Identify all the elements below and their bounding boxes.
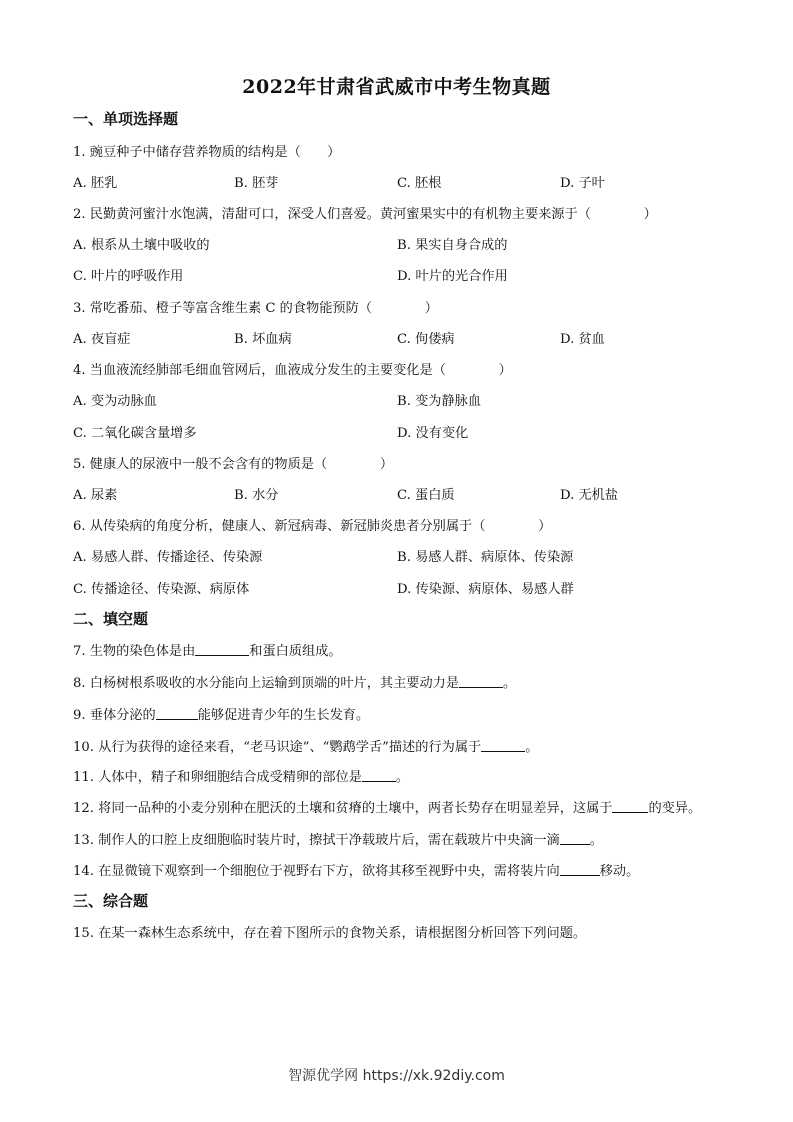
- question-1-option-b: B. 胚芽: [234, 176, 279, 191]
- question-11: [73, 766, 409, 785]
- question-2-option-c: C. 叶片的呼吸作用: [73, 269, 184, 284]
- question-5-option-c: C. 蛋白质: [397, 488, 455, 503]
- question-2-option-b: B. 果实自身合成的: [397, 238, 508, 253]
- question-8-answer-blank[interactable]: [459, 675, 503, 688]
- question-10: [73, 736, 538, 755]
- page-footer-watermark: 智源优学网 https://xk.92diy.com: [288, 1068, 505, 1084]
- question-13: [73, 829, 603, 848]
- question-13-text-before: 13. 制作人的口腔上皮细胞临时装片时，擦拭干净载玻片后，需在载玻片中央滴一滴: [73, 833, 560, 848]
- question-6-stem: 6. 从传染病的角度分析，健康人、新冠病毒、新冠肺炎患者分别属于（ ）: [73, 519, 552, 534]
- question-8-text-before: 8. 白杨树根系吸收的水分能向上运输到顶端的叶片，其主要动力是: [73, 676, 460, 691]
- question-10-text-before: 10. 从行为获得的途径来看，“老马识途”、“鹦鹉学舌”描述的行为属于: [73, 740, 482, 755]
- question-1-stem: 1. 豌豆种子中储存营养物质的结构是（ ）: [73, 145, 341, 160]
- question-14-answer-blank[interactable]: [560, 863, 600, 876]
- question-12-text-after: 的变异。: [648, 801, 702, 816]
- question-7-text-before: 7. 生物的染色体是由: [73, 644, 196, 659]
- question-5-option-b: B. 水分: [234, 488, 279, 503]
- question-7: [73, 640, 342, 659]
- question-12: [73, 797, 701, 816]
- question-5-option-d: D. 无机盐: [560, 488, 619, 503]
- question-4-option-a: A. 变为动脉血: [73, 394, 157, 409]
- question-1-option-d: D. 子叶: [560, 176, 605, 191]
- question-13-text-after: 。: [589, 833, 603, 848]
- question-6-option-c: C. 传播途径、传染源、病原体: [73, 582, 250, 597]
- question-15-stem: 15. 在某一森林生态系统中，存在着下图所示的食物关系，请根据图分析回答下列问题。: [73, 926, 587, 941]
- question-9-text-after: 能够促进青少年的生长发育。: [197, 708, 370, 723]
- section-heading-choice: 一、单项选择题: [73, 110, 179, 128]
- page-title: 2022年甘肃省武威市中考生物真题: [242, 76, 551, 98]
- question-3-option-d: D. 贫血: [560, 332, 605, 347]
- question-9: [73, 704, 369, 723]
- question-14-text-after: 移动。: [599, 864, 640, 879]
- question-4-stem: 4. 当血液流经肺部毛细血管网后，血液成分发生的主要变化是（ ）: [73, 363, 512, 378]
- question-1-option-a: A. 胚乳: [73, 176, 118, 191]
- question-6-option-a: A. 易感人群、传播途径、传染源: [73, 550, 263, 565]
- question-13-answer-blank[interactable]: [560, 832, 590, 845]
- question-11-text-before: 11. 人体中，精子和卵细胞结合成受精卵的部位是: [73, 770, 362, 785]
- question-1-option-c: C. 胚根: [397, 176, 442, 191]
- question-8-text-after: 。: [503, 676, 517, 691]
- section-heading-comprehensive: 三、综合题: [73, 892, 149, 910]
- question-12-text-before: 12. 将同一品种的小麦分别种在肥沃的土壤和贫瘠的土壤中，两者长势存在明显差异，这属于: [73, 801, 613, 816]
- question-10-answer-blank[interactable]: [481, 739, 525, 752]
- question-14-text-before: 14. 在显微镜下观察到一个细胞位于视野右下方，欲将其移至视野中央，需将装片向: [73, 864, 560, 879]
- question-7-text-after: 和蛋白质组成。: [249, 644, 342, 659]
- question-6-option-b: B. 易感人群、病原体、传染源: [397, 550, 574, 565]
- question-6-option-d: D. 传染源、病原体、易感人群: [397, 582, 574, 597]
- question-11-answer-blank[interactable]: [362, 769, 396, 782]
- question-9-answer-blank[interactable]: [156, 707, 198, 720]
- question-11-text-after: 。: [395, 770, 410, 785]
- question-2-stem: 2. 民勤黄河蜜汁水饱满，清甜可口，深受人们喜爱。黄河蜜果实中的有机物主要来源于（ ）: [73, 207, 657, 222]
- question-10-text-after: 。: [525, 740, 539, 755]
- question-3-option-c: C. 佝偻病: [397, 332, 455, 347]
- question-5-stem: 5. 健康人的尿液中一般不会含有的物质是（ ）: [73, 457, 394, 472]
- question-4-option-c: C. 二氧化碳含量增多: [73, 426, 197, 441]
- question-3-stem: 3. 常吃番茄、橙子等富含维生素 C 的食物能预防（ ）: [73, 301, 438, 316]
- question-4-option-d: D. 没有变化: [397, 426, 469, 441]
- question-3-option-b: B. 坏血病: [234, 332, 292, 347]
- question-7-answer-blank[interactable]: [195, 643, 249, 656]
- question-3-option-a: A. 夜盲症: [73, 332, 131, 347]
- section-heading-fill-in: 二、填空题: [73, 610, 149, 628]
- question-2-option-a: A. 根系从土壤中吸收的: [73, 238, 210, 253]
- question-9-text-before: 9. 垂体分泌的: [73, 708, 156, 723]
- question-2-option-d: D. 叶片的光合作用: [397, 269, 508, 284]
- question-4-option-b: B. 变为静脉血: [397, 394, 482, 409]
- question-12-answer-blank[interactable]: [612, 800, 648, 813]
- question-5-option-a: A. 尿素: [73, 488, 118, 503]
- question-8: [73, 672, 516, 691]
- question-14: [73, 860, 639, 879]
